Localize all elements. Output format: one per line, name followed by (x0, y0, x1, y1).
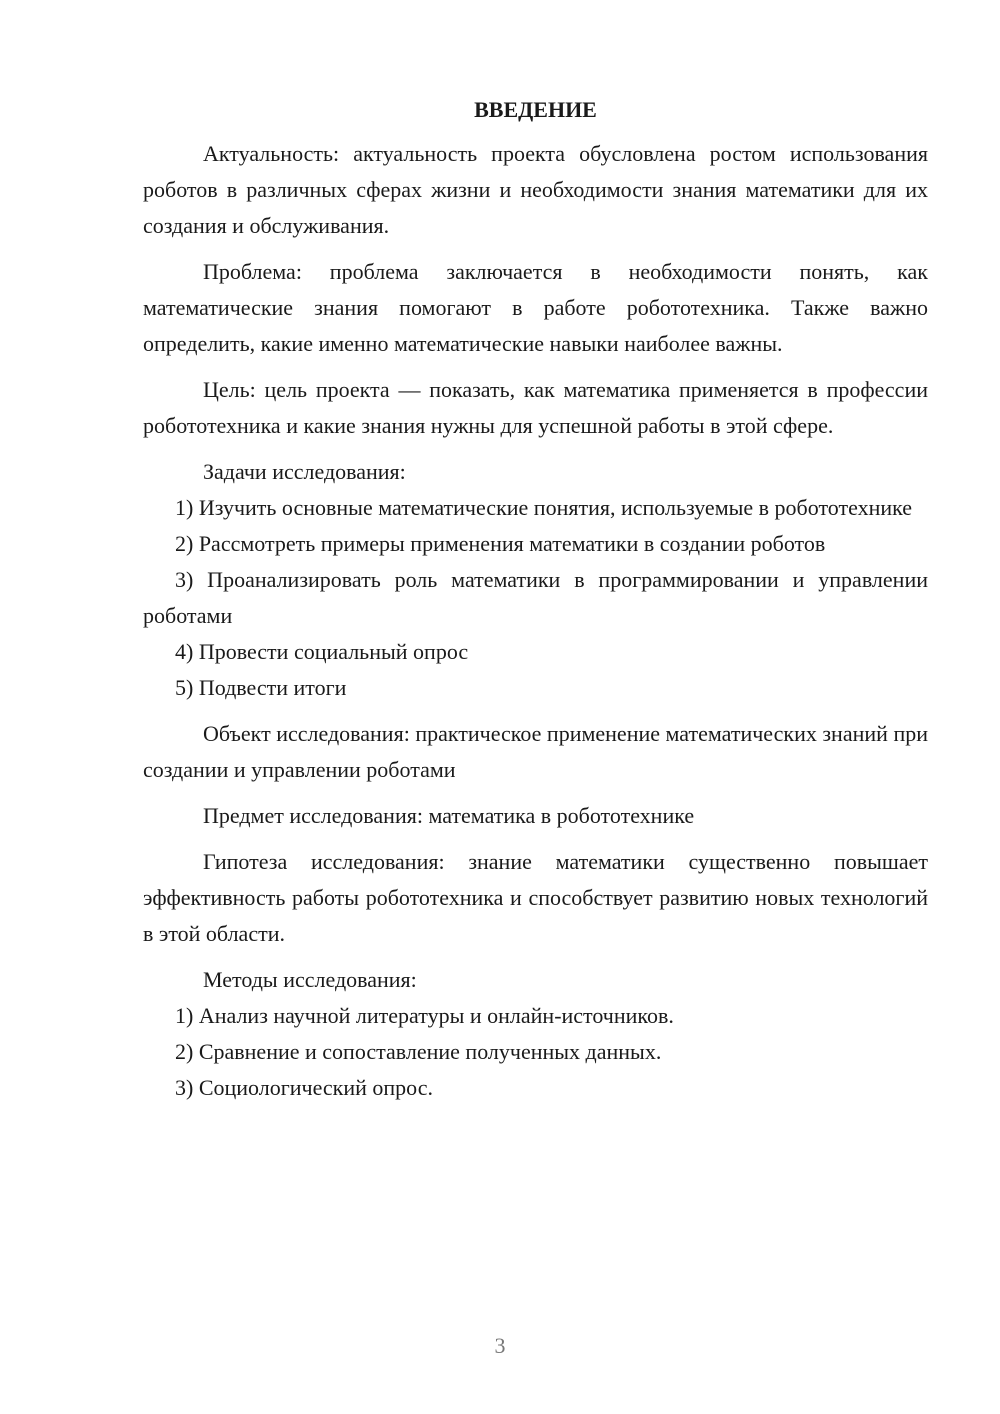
task-item: 2) Рассмотреть примеры применения математики в создании роботов (175, 531, 826, 556)
object-paragraph: Объект исследования: практическое применение математических знаний при создании и управлении роботами (143, 721, 928, 782)
method-item: 1) Анализ научной литературы и онлайн-источников. (175, 1003, 674, 1028)
hypothesis-paragraph: Гипотеза исследования: знание математики существенно повышает эффективность работы робототехника и способствует развитию новых технологий в этой области. (143, 849, 928, 946)
problem-paragraph: Проблема: проблема заключается в необходимости понять, как математические знания помогают в работе робототехника. Также важно определить, какие именно математические навыки наиболее важны. (143, 259, 928, 356)
task-item: 1) Изучить основные математические понятия, используемые в робототехнике (175, 495, 913, 520)
page-content (143, 92, 928, 1106)
method-item: 2) Сравнение и сопоставление полученных данных. (175, 1039, 662, 1064)
task-item: 5) Подвести итоги (175, 675, 347, 700)
task-item: 4) Провести социальный опрос (175, 639, 469, 664)
subject-paragraph: Предмет исследования: математика в робототехнике (203, 803, 695, 828)
tasks-heading: Задачи исследования: (203, 459, 406, 484)
goal-paragraph: Цель: цель проекта — показать, как математика применяется в профессии робототехника и какие знания нужны для успешной работы в этой сфере. (143, 377, 928, 438)
page-title: ВВЕДЕНИЕ (474, 97, 597, 122)
relevance-paragraph: Актуальность: актуальность проекта обусловлена ростом использования роботов в различных сферах жизни и необходимости знания математики для их создания и обслуживания. (143, 141, 928, 238)
task-item: 3) Проанализировать роль математики в программировании и управлении роботами (143, 567, 928, 628)
method-item: 3) Социологический опрос. (175, 1075, 433, 1100)
page-number: 3 (494, 1333, 506, 1358)
methods-heading: Методы исследования: (203, 967, 417, 992)
